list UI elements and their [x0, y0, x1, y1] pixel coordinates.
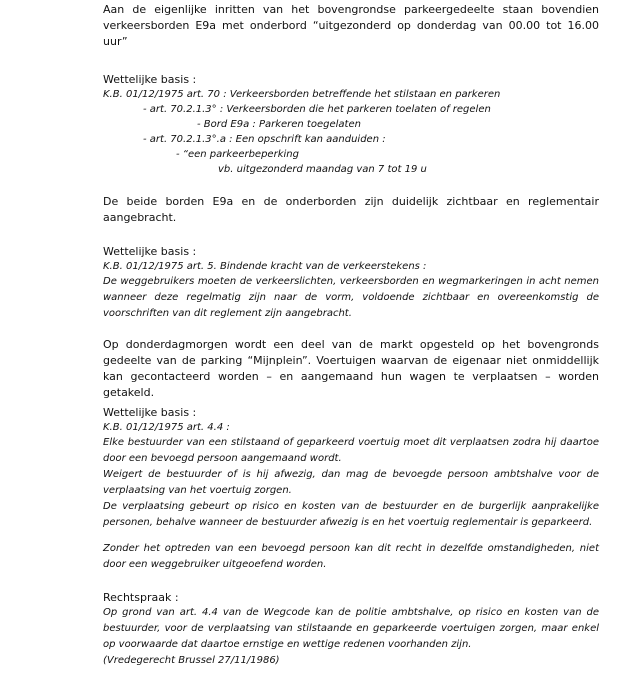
parkeerbeperking-line: - “een parkeerbeperking — [176, 149, 299, 160]
jurisprudence-heading: Rechtspraak : — [103, 591, 179, 604]
kb-art-44-line: K.B. 01/12/1975 art. 4.4 : — [103, 422, 230, 433]
art-44-paragraph-2: Weigert de bestuurder of is hij afwezig, dan mag de bevoegde persoon ambtshalve voor de verplaatsing van het voertuig zorgen. — [103, 469, 599, 496]
bord-e9a-line: - Bord E9a : Parkeren toegelaten — [197, 119, 361, 130]
art-70213-line: - art. 70.2.1.3° : Verkeersborden die het parkeren toelaten of regelen — [143, 104, 491, 115]
art-44-paragraph-1: Elke bestuurder van een stilstaand of geparkeerd voertuig moet dit verplaatsen zodra hij daartoe door een bevoegd persoon aangemaand wordt. — [103, 437, 599, 464]
market-paragraph: Op donderdagmorgen wordt een deel van de markt opgesteld op het bovengronds gedeelte van de parking “Mijnplein”. Voertuigen waarvan de eigenaar niet onmiddellijk kan gecontacteerd worden – en aangemaand hun wagen te verplaatsen – worden getakeld. — [103, 338, 599, 399]
jurisprudence-citation: (Vredegerecht Brussel 27/11/1986) — [103, 655, 280, 666]
legal-basis-heading: Wettelijke basis : — [103, 245, 197, 258]
intro-paragraph: Aan de eigenlijke inritten van het bovengrondse parkeergedeelte staan bovendien verkeersborden E9a met onderbord “uitgezonderd op donderdag van 00.00 tot 16.00 uur” — [103, 3, 599, 48]
legal-basis-heading: Wettelijke basis : — [103, 406, 197, 419]
kb-art-5-line: K.B. 01/12/1975 art. 5. Bindende kracht van de verkeerstekens : — [103, 261, 427, 272]
signs-visible-paragraph: De beide borden E9a en de onderborden zijn duidelijk zichtbaar en reglementair aangebracht. — [103, 195, 599, 224]
jurisprudence-text: Op grond van art. 4.4 van de Wegcode kan de politie ambtshalve, op risico en kosten van de bestuurder, voor de verplaatsing van stilstaande en geparkeerde voertuigen zorgen, maar enkel op voorwaarde dat daartoe ernstige en wettige redenen voorhanden zijn. — [103, 607, 599, 650]
art-70213a-line: - art. 70.2.1.3°.a : Een opschrift kan aanduiden : — [143, 134, 386, 145]
legal-basis-heading: Wettelijke basis : — [103, 73, 197, 86]
art-5-text: De weggebruikers moeten de verkeerslichten, verkeersborden en wegmarkeringen in acht nemen wanneer deze regelmatig zijn naar de vorm, voldoende zichtbaar en overeenkomstig de voorschriften van dit reglement zijn aangebracht. — [103, 276, 599, 319]
example-line: vb. uitgezonderd maandag van 7 tot 19 u — [218, 164, 427, 175]
art-44-paragraph-4: Zonder het optreden van een bevoegd persoon kan dit recht in dezelfde omstandigheden, niet door een weggebruiker uitgeoefend worden. — [103, 543, 599, 570]
art-44-paragraph-3: De verplaatsing gebeurt op risico en kosten van de bestuurder en de burgerlijk aanprakelijke personen, behalve wanneer de bestuurder afwezig is en het voertuig reglementair is geparkeerd. — [103, 501, 599, 528]
kb-art-70-line: K.B. 01/12/1975 art. 70 : Verkeersborden betreffende het stilstaan en parkeren — [103, 89, 501, 100]
